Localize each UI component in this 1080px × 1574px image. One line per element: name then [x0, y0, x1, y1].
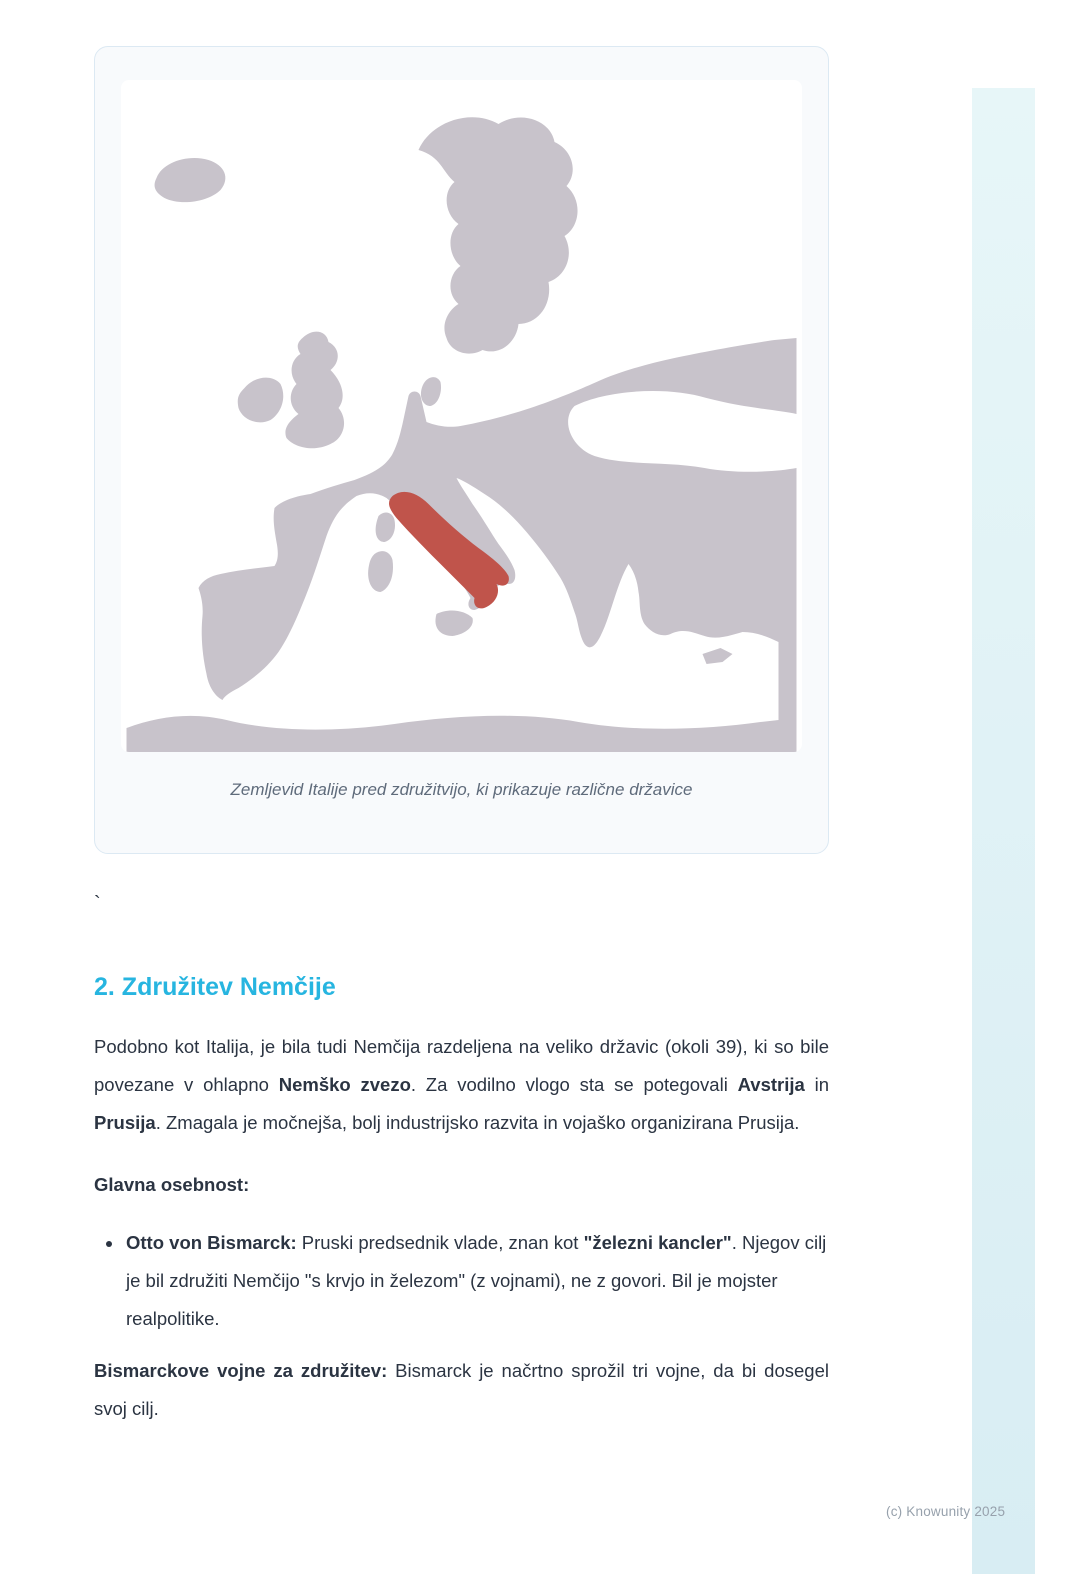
north-africa-landmass: [127, 716, 779, 752]
scandinavia-landmass: [419, 117, 578, 353]
paragraph-germany-division: Podobno kot Italija, je bila tudi Nemčija razdeljena na veliko državic (okoli 39), ki so bile povezane v ohlapno Nemško zvezo. Za vodilno vlogo sta se potegovali Avstrija in Prusija. Zmagala je močnejša, bolj industrijsko razvita in vojaško organizirana Prusija.: [94, 1036, 829, 1133]
bullet-list: [94, 1224, 829, 1338]
europe-map: [121, 80, 802, 752]
list-item-bismarck: • Otto von Bismarck: Pruski predsednik vlade, znan kot "železni kancler". Njegov cilj je bil združiti Nemčijo "s krvjo in železom" (z vojnami), ne z govori. Bil je mojster realpolitike.: [124, 1224, 829, 1338]
paragraph-bismarck-wars: Bismarckove vojne za združitev: Bismarck je načrtno sprožil tri vojne, da bi dosegel svoj cilj.: [94, 1360, 829, 1419]
cyprus-landmass: [703, 648, 733, 664]
sardinia-landmass: [368, 551, 393, 592]
section-heading: 2. Združitev Nemčije: [94, 973, 336, 1001]
denmark-landmass: [421, 377, 441, 406]
sicily-landmass: [435, 611, 472, 636]
subheading-glavna-osebnost: Glavna osebnost:: [94, 1174, 250, 1195]
iceland-landmass: [155, 158, 226, 202]
copyright-note: (c) Knowunity 2025: [886, 1504, 1006, 1519]
map-panel: [121, 80, 802, 752]
document-body: [94, 892, 829, 1428]
corsica-landmass: [376, 513, 395, 542]
map-card: [94, 46, 829, 854]
great-britain-landmass: [285, 332, 344, 449]
stray-backtick: `: [94, 893, 101, 915]
map-caption: Zemljevid Italije pred združitvijo, ki prikazuje različne državice: [230, 780, 693, 799]
ireland-landmass: [238, 378, 284, 423]
right-accent-strip: [972, 88, 1035, 1574]
